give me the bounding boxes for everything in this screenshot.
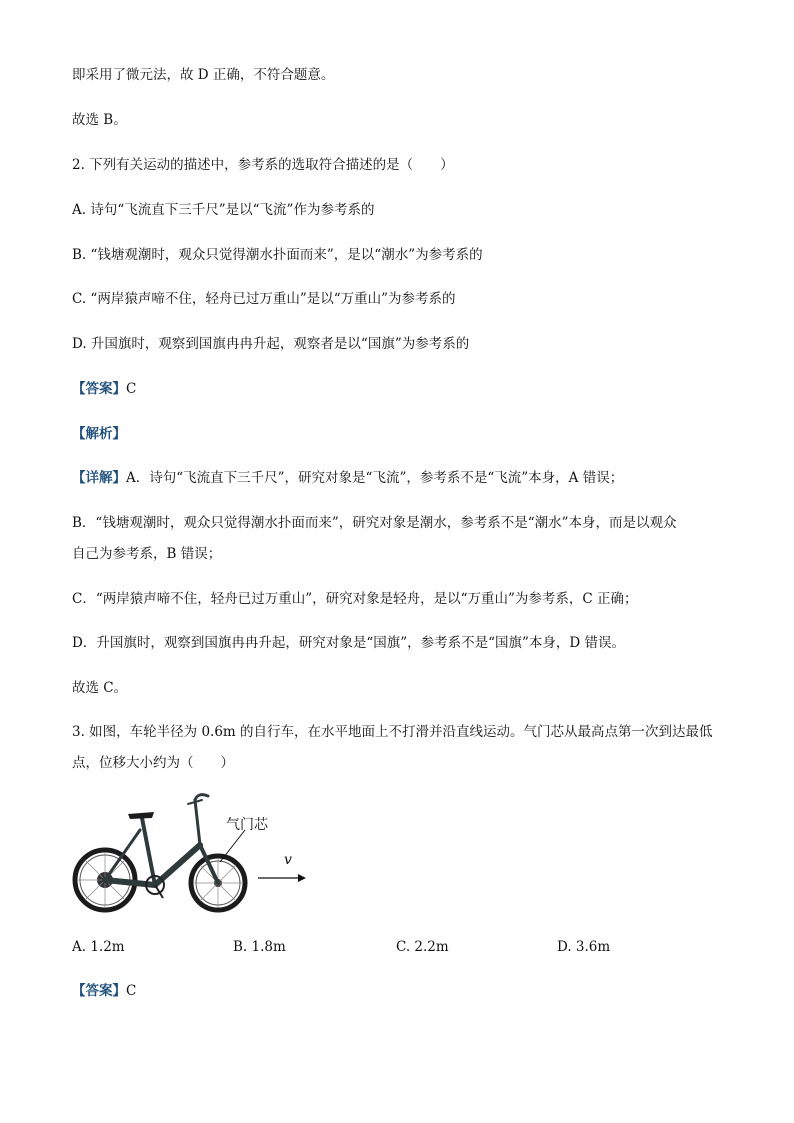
bicycle-frame [105,795,218,885]
detail-a [72,469,623,487]
answer-2 [72,380,136,398]
analysis-heading [72,425,126,443]
answer-tag: 【答案】 [72,381,126,397]
question-2-option-b: B. “钱塘观潮时，观众只觉得潮水扑面而来”，是以“潮水”为参考系的 [72,247,483,263]
question-2-option-d: D. 升国旗时，观察到国旗冉冉升起，观察者是以“国旗”为参考系的 [72,336,470,352]
seat [128,812,154,819]
question-3-stem-line2: 点，位移大小约为（ ） [72,755,234,771]
bicycle-illustration [70,790,310,920]
velocity-arrow [258,874,306,882]
valve-leader-line [220,830,245,862]
detail-a-text: A．诗句“飞流直下三千尺”，研究对象是“飞流”，参考系不是“飞流”本身，A 错误； [126,470,624,486]
question-3-stem-line1: 3. 如图，车轮半径为 0.6m 的自行车，在水平地面上不打滑并沿直线运动。气门芯从最高点第一次到达最低 [72,724,713,740]
question-2-option-c: C. “两岸猿声啼不住，轻舟已过万重山”是以“万重山”为参考系的 [72,291,456,307]
text-line-1: 即采用了微元法，故 D 正确，不符合题意。 [72,67,335,83]
answer-value: C [126,983,137,999]
question-3-option-b: B. 1.8m [233,939,286,955]
valve-label: 气门芯 [226,817,268,833]
choose-c: 故选 C。 [72,680,128,696]
question-3-option-a: A. 1.2m [72,939,125,955]
bicycle-figure [70,790,310,920]
answer-tag: 【答案】 [72,983,126,999]
detail-c: C．“两岸猿声啼不住，轻舟已过万重山”，研究对象是轻舟，是以“万重山”为参考系，C 正确； [72,591,638,607]
question-2-option-a: A. 诗句“飞流直下三千尺”是以“飞流”作为参考系的 [72,202,375,218]
question-3-option-c: C. 2.2m [396,939,449,955]
question-3-option-d: D. 3.6m [557,939,611,955]
text-line-2: 故选 B。 [72,112,127,128]
question-2-stem: 2. 下列有关运动的描述中，参考系的选取符合描述的是（ ） [72,157,454,173]
detail-b-line1: B．“钱塘观潮时，观众只觉得潮水扑面而来”，研究对象是潮水，参考系不是“潮水”本身，而是以观众 [72,515,677,531]
detail-tag: 【详解】 [72,470,126,486]
detail-b-line2: 自己为参考系，B 错误； [72,546,222,562]
answer-value: C [126,381,137,397]
answer-3 [72,982,136,1000]
detail-d: D．升国旗时，观察到国旗冉冉升起，研究对象是“国旗”，参考系不是“国旗”本身，D 错误。 [72,635,626,651]
analysis-tag: 【解析】 [72,426,126,442]
velocity-label: v [284,852,292,868]
